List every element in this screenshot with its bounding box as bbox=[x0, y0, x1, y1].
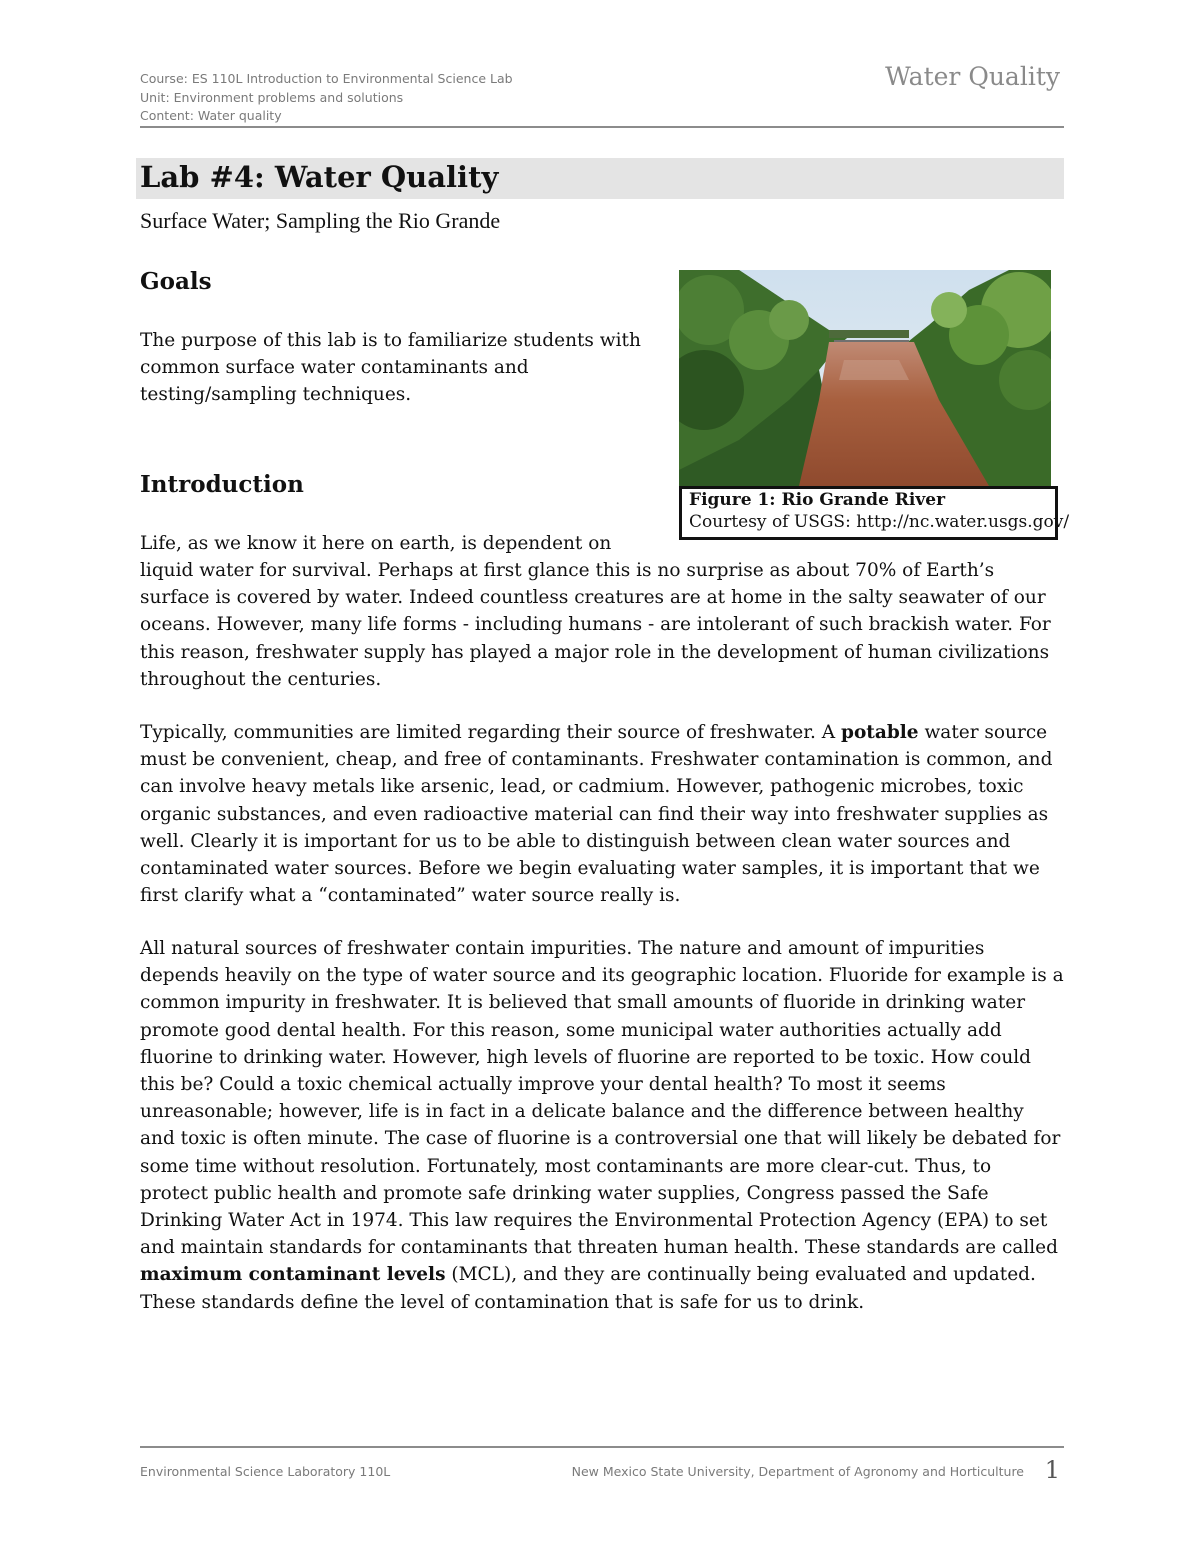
page-number: 1 bbox=[1044, 1456, 1060, 1484]
intro-paragraph-3: All natural sources of freshwater contain impurities. The nature and amount of impurities depends heavily on the type of water source and its geographic location. Fluoride for example is a common impurity in freshwater. It is believed that small amounts of fluoride in drinking water promote good dental health. For this reason, some municipal water authorities actually add fluorine to drinking water. However, high levels of fluorine are reported to be toxic. How could this be? Could a toxic chemical actually improve your dental health? To most it seems unreasonable; however, life is in fact in a delicate balance and the difference between healthy and toxic is often minute. The case of fluorine is a controversial one that will likely be debated for some time without resolution. Fortunately, most contaminants are more clear-cut. Thus, to protect public health and promote safe drinking water supplies, Congress passed the Safe Drinking Water Act in 1974. This law requires the Environmental Protection Agency (EPA) to set and maintain standards for contaminants that threaten human health. These standards are called maximum contaminant levels (MCL), and they are continually being evaluated and updated. These standards define the level of contamination that is safe for us to drink. bbox=[140, 938, 1064, 1313]
intro-paragraph-1-lead: Life, as we know it here on earth, is dependent on bbox=[140, 533, 612, 554]
term-potable: potable bbox=[841, 722, 919, 743]
header-course: Course: ES 110L Introduction to Environmental Science Lab bbox=[140, 71, 513, 86]
page-title: Lab #4: Water Quality bbox=[140, 160, 499, 194]
figure-credit: Courtesy of USGS: http://nc.water.usgs.gov/ bbox=[689, 512, 1070, 532]
footer-institution: New Mexico State University, Department of Agronomy and Horticulture bbox=[571, 1464, 1024, 1479]
page-subtitle: Surface Water; Sampling the Rio Grande bbox=[140, 208, 501, 233]
header-content: Content: Water quality bbox=[140, 108, 282, 123]
river-illustration bbox=[679, 270, 1051, 486]
intro-paragraph-1: liquid water for survival. Perhaps at first glance this is no surprise as about 70% of Earth’s surface is covered by water. Indeed countless creatures are at home in the salty seawater of our oceans. However, many life forms - including humans - are intolerant of such brackish water. For this reason, freshwater supply has played a major role in the development of human civilizations throughout the centuries. bbox=[140, 560, 1051, 690]
footer-course: Environmental Science Laboratory 110L bbox=[140, 1464, 391, 1479]
figure-caption bbox=[679, 486, 1070, 540]
introduction-heading: Introduction bbox=[140, 471, 304, 498]
rio-grande-photo bbox=[679, 270, 1051, 486]
goals-text: The purpose of this lab is to familiarize students with common surface water contaminants and testing/sampling techniques. bbox=[140, 330, 641, 406]
header-divider bbox=[140, 126, 1064, 128]
header-meta bbox=[140, 70, 513, 126]
goals-heading: Goals bbox=[140, 268, 212, 295]
term-mcl: maximum contaminant levels bbox=[140, 1264, 446, 1286]
footer-divider bbox=[140, 1446, 1064, 1448]
intro-paragraph-2: Typically, communities are limited regarding their source of freshwater. A potable water source must be convenient, cheap, and free of contaminants. Freshwater contamination is common, and can involve heavy metals like arsenic, lead, or cadmium. However, pathogenic microbes, toxic organic substances, and even radioactive material can find their way into freshwater supplies as well. Clearly it is important for us to be able to distinguish between clean water sources and contaminated water sources. Before we begin evaluating water samples, it is important that we first clarify what a “contaminated” water source really is. bbox=[140, 722, 1053, 907]
header-unit: Unit: Environment problems and solutions bbox=[140, 89, 404, 105]
header-topic: Water Quality bbox=[885, 62, 1060, 91]
figure-title: Figure 1: Rio Grande River bbox=[689, 490, 946, 510]
title-bar bbox=[136, 158, 1064, 199]
